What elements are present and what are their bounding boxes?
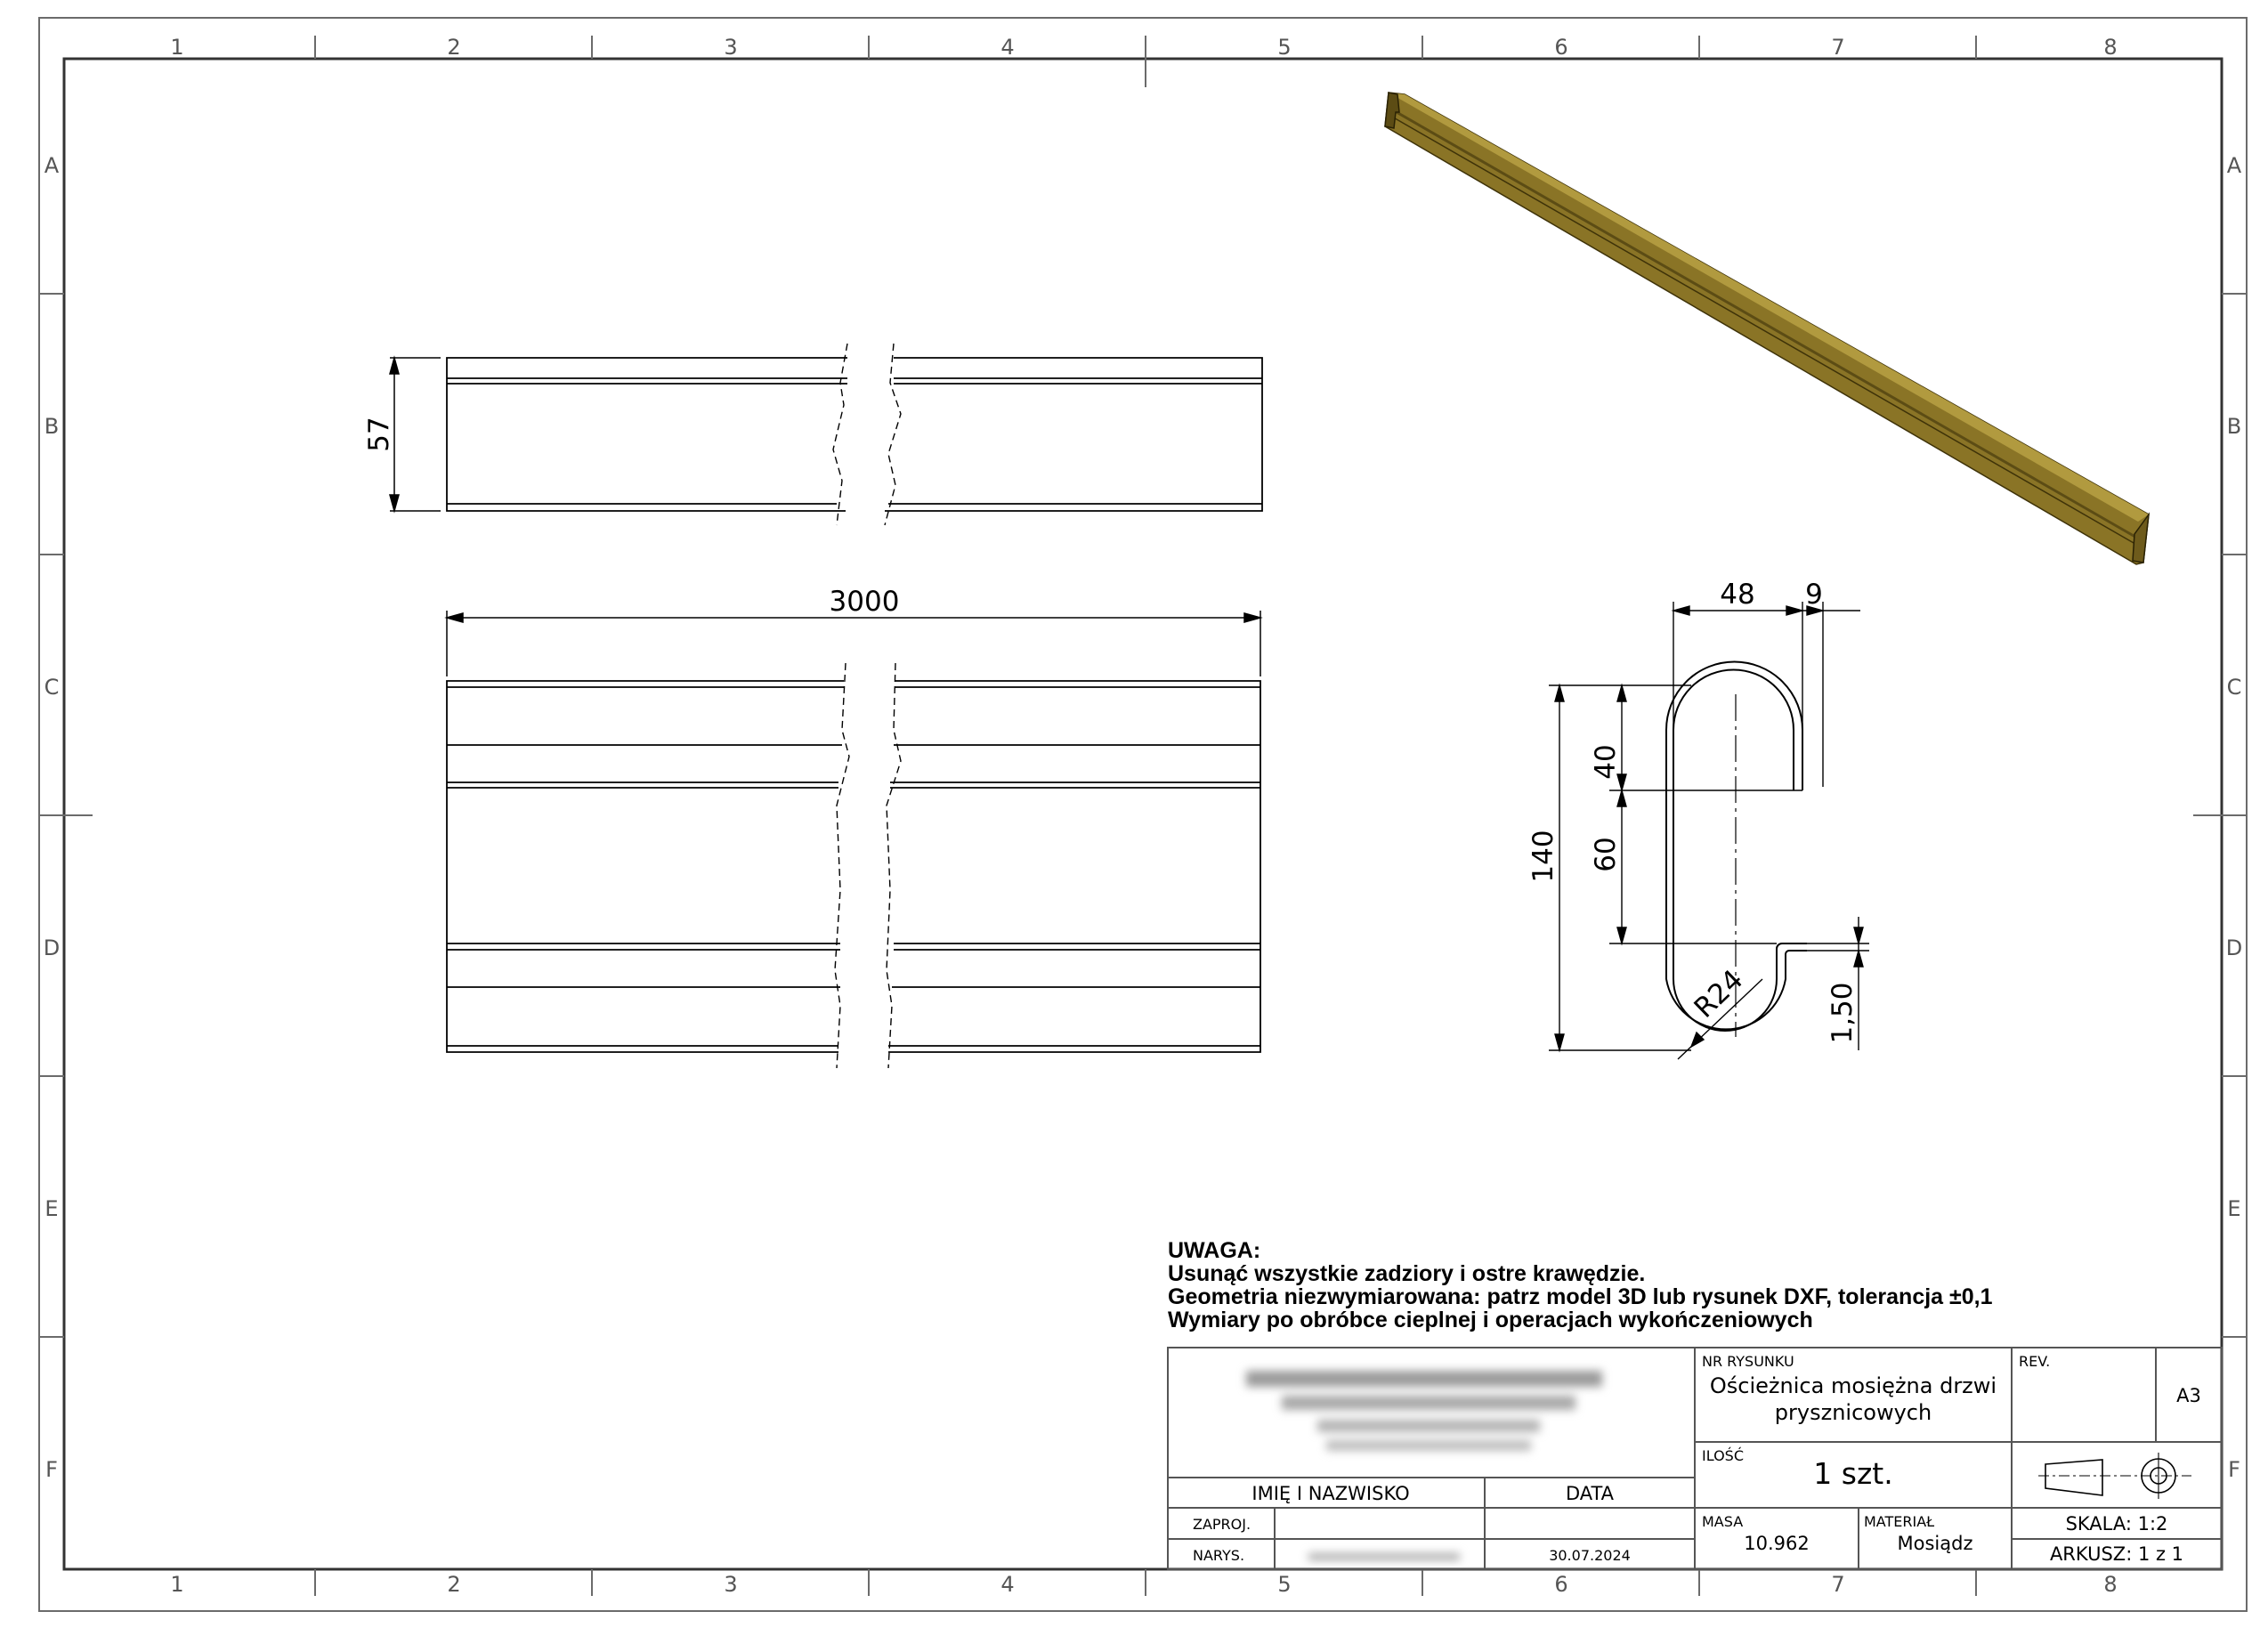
- drawing-notes: [1168, 1239, 2236, 1332]
- row-label: F: [2228, 1457, 2240, 1482]
- projection-symbol-icon: [2038, 1453, 2191, 1499]
- col-label: 6: [1554, 35, 1568, 60]
- top-view: [447, 344, 1262, 525]
- row-label: D: [2225, 935, 2243, 960]
- qty-label: ILOŚĆ: [1702, 1447, 1744, 1464]
- mass-label: MASA: [1702, 1513, 1744, 1530]
- qty-value: 1 szt.: [1813, 1456, 1893, 1491]
- row-label: C: [2226, 675, 2242, 700]
- front-view: [447, 663, 1260, 1068]
- col-label: 7: [1831, 35, 1845, 60]
- col-label: 7: [1831, 1572, 1845, 1597]
- row-label: A: [2226, 153, 2242, 178]
- col-label: 8: [2103, 1572, 2118, 1597]
- col-label: 3: [724, 35, 738, 60]
- dimension-48-text: 48: [1720, 579, 1755, 611]
- dimension-9-text: 9: [1805, 579, 1823, 611]
- notes-line: Usunąć wszystkie zadziory i ostre krawędzie.: [1168, 1261, 1646, 1286]
- dimension-57-text: 57: [363, 417, 395, 452]
- row-label: B: [2226, 414, 2242, 439]
- col-label: 5: [1277, 35, 1292, 60]
- row-narys: NARYS.: [1193, 1547, 1245, 1564]
- col-label: 3: [724, 1572, 738, 1597]
- col-label: 8: [2103, 35, 2118, 60]
- name-header: IMIĘ I NAZWISKO: [1251, 1483, 1410, 1504]
- row-label: E: [45, 1196, 59, 1221]
- notes-line: Geometria niezwymiarowana: patrz model 3D lub rysunek DXF, tolerancja ±0,1: [1168, 1284, 1993, 1309]
- mass-value: 10.962: [1744, 1533, 1810, 1554]
- dimension-40-text: 40: [1590, 744, 1622, 780]
- radius-r24-text: R24: [1688, 963, 1750, 1024]
- dimension-1-50-text: 1,50: [1827, 982, 1859, 1044]
- narys-date: 30.07.2024: [1549, 1547, 1631, 1564]
- notes-heading: UWAGA:: [1168, 1238, 1261, 1263]
- col-label: 2: [447, 1572, 461, 1597]
- row-label: E: [2227, 1196, 2241, 1221]
- row-label: D: [43, 935, 61, 960]
- row-label: F: [45, 1457, 58, 1482]
- column-labels-top: [170, 35, 2117, 60]
- notes-line: Wymiary po obróbce cieplnej i operacjach wykończeniowych: [1168, 1308, 1813, 1332]
- drawing-title-line: Ościeżnica mosiężna drzwi: [1709, 1373, 1997, 1398]
- sheet-number: ARKUSZ: 1 z 1: [2049, 1543, 2184, 1565]
- row-label: B: [44, 414, 60, 439]
- dimension-3000-text: 3000: [829, 586, 900, 618]
- col-label: 4: [1000, 1572, 1015, 1597]
- material-label: MATERIAŁ: [1864, 1513, 1935, 1530]
- zone-dividers: [39, 36, 2247, 1596]
- row-label: C: [44, 675, 60, 700]
- drawing-title: [1695, 1373, 2012, 1426]
- row-label: A: [44, 153, 60, 178]
- dimension-140-text: 140: [1527, 830, 1559, 883]
- scale-value: SKALA: 1:2: [2065, 1513, 2168, 1535]
- col-label: 5: [1277, 1572, 1292, 1597]
- drawing-no-label: NR RYSUNKU: [1702, 1353, 1794, 1370]
- company-logo: [1246, 1371, 1602, 1560]
- col-label: 6: [1554, 1572, 1568, 1597]
- rev-label: REV.: [2019, 1353, 2051, 1370]
- drawing-title-line: prysznicowych: [1774, 1400, 1932, 1425]
- col-label: 2: [447, 35, 461, 60]
- col-label: 4: [1000, 35, 1015, 60]
- isometric-view: [1385, 93, 2149, 564]
- dimension-3000: [447, 611, 1260, 676]
- sheet-format: A3: [2176, 1385, 2201, 1406]
- col-label: 1: [170, 35, 184, 60]
- dimension-57: [390, 358, 441, 511]
- row-zaproj: ZAPROJ.: [1193, 1516, 1251, 1533]
- dimension-60-text: 60: [1590, 837, 1622, 872]
- material-value: Mosiądz: [1897, 1533, 1973, 1554]
- col-label: 1: [170, 1572, 184, 1597]
- date-header: DATA: [1565, 1483, 1615, 1504]
- column-labels-bottom: [170, 1572, 2117, 1597]
